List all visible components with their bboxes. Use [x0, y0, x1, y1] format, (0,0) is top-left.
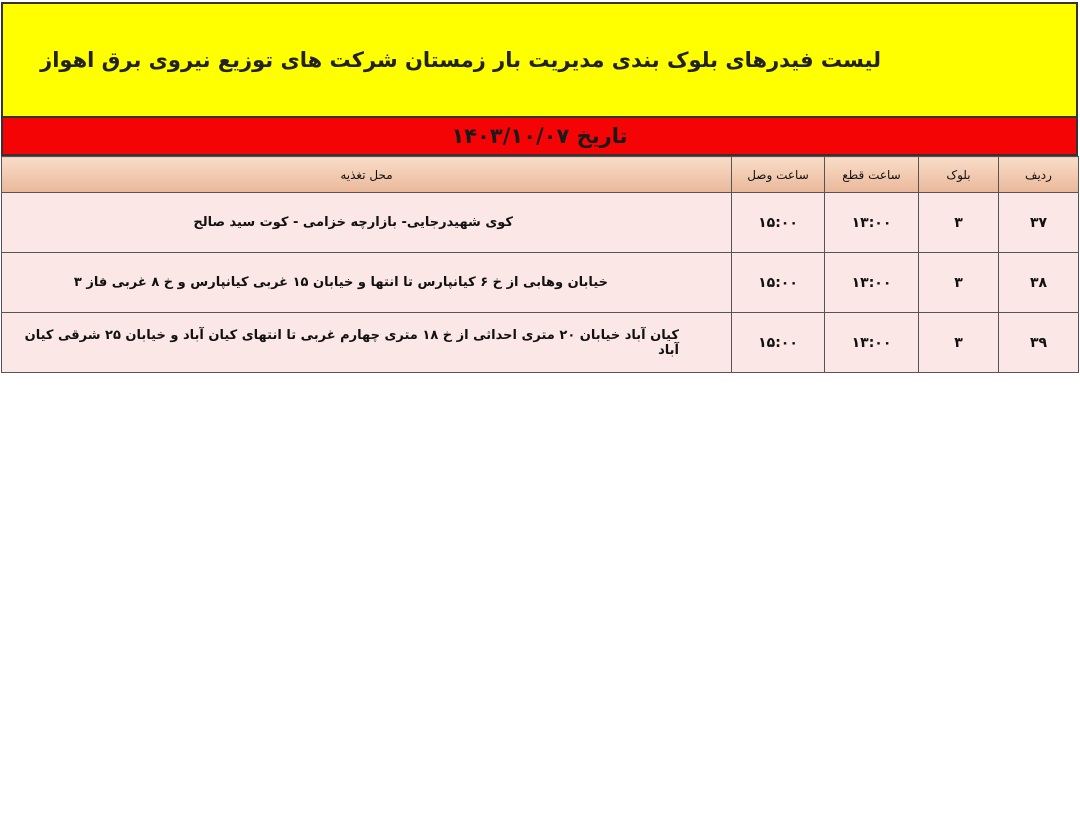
cut-time-cell: ۱۳:۰۰ [825, 313, 919, 373]
row-number-cell: ۳۹ [999, 313, 1079, 373]
row-number-cell: ۳۸ [999, 253, 1079, 313]
cut-time-cell: ۱۳:۰۰ [825, 253, 919, 313]
table-row [2, 313, 1079, 373]
connect-time-cell: ۱۵:۰۰ [732, 313, 825, 373]
block-cell: ۳ [919, 193, 999, 253]
row-number-cell: ۳۷ [999, 193, 1079, 253]
date-label: تاریخ ۱۴۰۳/۱۰/۰۷ [451, 124, 628, 148]
connect-time-cell: ۱۵:۰۰ [732, 193, 825, 253]
block-cell: ۳ [919, 253, 999, 313]
table-header-row [2, 157, 1079, 193]
column-header-connect-time: ساعت وصل [732, 157, 825, 193]
feeder-table [1, 156, 1079, 373]
load-management-sheet [1, 2, 1078, 373]
table-row [2, 193, 1079, 253]
location-cell: کیان آباد خیابان ۲۰ متری احداثی از خ ۱۸ متری چهارم غربی تا انتهای کیان آباد و خیابان ۲۵ شرقی کیان آباد [2, 313, 732, 373]
page-title: لیست فیدرهای بلوک بندی مدیریت بار زمستان شرکت های توزیع نیروی برق اهواز [40, 48, 881, 72]
date-banner [1, 116, 1078, 156]
cut-time-cell: ۱۳:۰۰ [825, 193, 919, 253]
location-cell: کوی شهیدرجایی- بازارچه خزامی - کوت سید صالح [2, 193, 732, 253]
table-row [2, 253, 1079, 313]
location-cell: خیابان وهابی از خ ۶ کیانپارس تا انتها و خیابان ۱۵ غربی کیانپارس و خ ۸ غربی فاز ۳ [2, 253, 732, 313]
connect-time-cell: ۱۵:۰۰ [732, 253, 825, 313]
column-header-block: بلوک [919, 157, 999, 193]
title-banner [1, 2, 1078, 116]
column-header-row-number: ردیف [999, 157, 1079, 193]
block-cell: ۳ [919, 313, 999, 373]
column-header-location: محل تغذیه [2, 157, 732, 193]
column-header-cut-time: ساعت قطع [825, 157, 919, 193]
